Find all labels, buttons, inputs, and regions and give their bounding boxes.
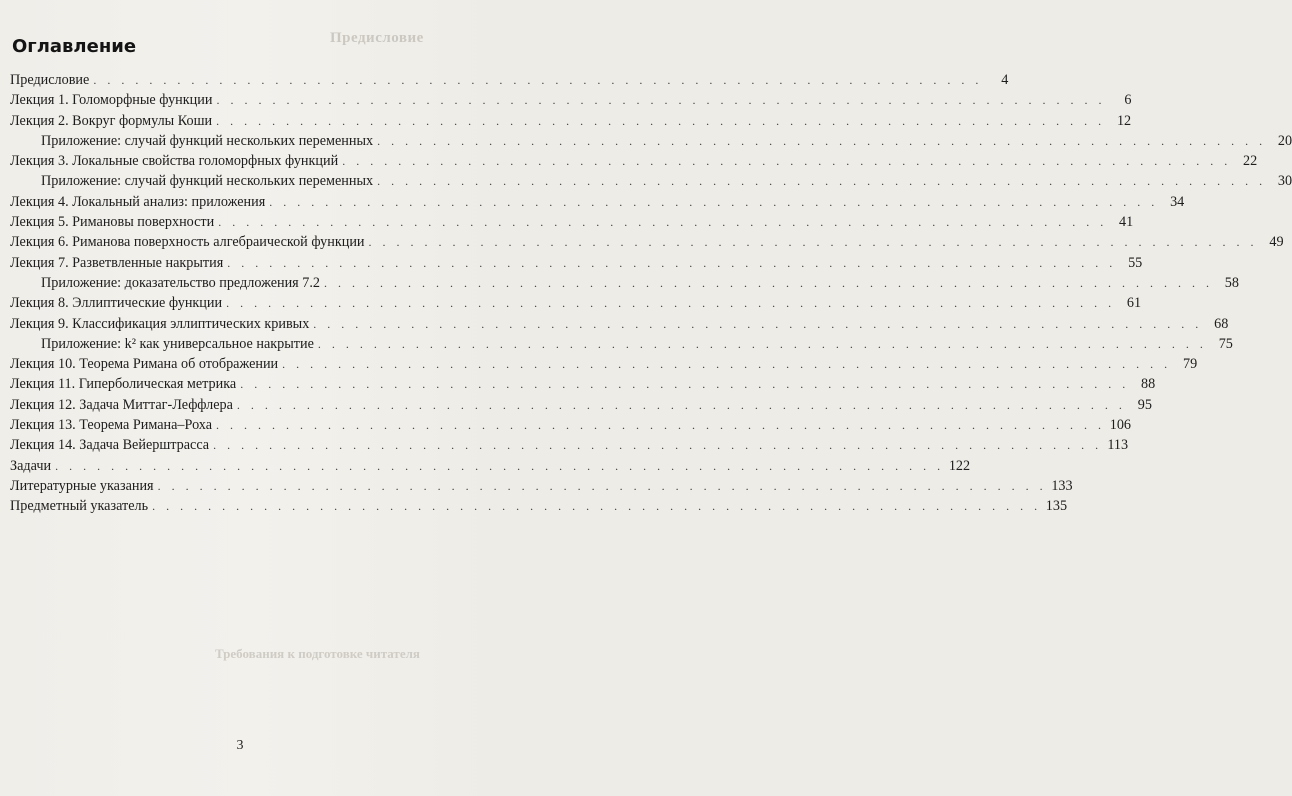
toc-entry[interactable] <box>10 111 1132 131</box>
toc-entry-page: 30 <box>1277 173 1292 190</box>
toc-entry[interactable] <box>10 354 1198 374</box>
toc-entry-title: Лекция 1. Голоморфные функции <box>10 92 213 109</box>
toc-entry-title: Лекция 4. Локальный анализ: приложения <box>10 193 266 210</box>
dot-leader <box>269 192 1158 212</box>
toc-entry-page: 6 <box>1124 92 1132 109</box>
dot-leader <box>213 435 1102 455</box>
dot-leader <box>342 151 1231 171</box>
toc-entry-title: Задачи <box>10 457 52 474</box>
bleed-through-title: Предисловие <box>330 30 424 46</box>
toc-entry-page: 49 <box>1269 234 1284 251</box>
toc-title: Оглавление <box>12 36 137 57</box>
toc-entry-title: Лекция 5. Римановы поверхности <box>10 214 215 231</box>
toc-entry[interactable] <box>10 476 1073 496</box>
toc-entry[interactable] <box>10 192 1185 212</box>
toc-entry[interactable] <box>10 70 1009 90</box>
bleed-through-heading: Требования к подготовке читателя <box>215 646 420 661</box>
toc-entry-title: Лекция 8. Эллиптические функции <box>10 295 223 312</box>
dot-leader <box>377 171 1266 191</box>
toc-entry-page: 135 <box>1045 498 1068 515</box>
dot-leader <box>240 374 1129 394</box>
dot-leader <box>227 253 1116 273</box>
dot-leader <box>377 131 1266 151</box>
dot-leader <box>318 334 1207 354</box>
dot-leader <box>282 354 1171 374</box>
toc-entry-page: 12 <box>1116 112 1132 129</box>
dot-leader <box>158 476 1047 496</box>
toc-entry-page: 113 <box>1107 437 1129 454</box>
dot-leader <box>237 395 1126 415</box>
dot-leader <box>216 415 1105 435</box>
toc-entry[interactable] <box>10 293 1142 313</box>
toc-entry-title: Предисловие <box>10 72 90 88</box>
toc-entry-page: 34 <box>1170 193 1185 210</box>
toc-entry-page: 88 <box>1141 376 1156 393</box>
toc-entry-title: Лекция 9. Классификация эллиптических кривых <box>10 315 310 332</box>
toc-entry-title: Лекция 13. Теорема Римана–Роха <box>10 417 213 434</box>
toc-entry-title: Лекция 6. Риманова поверхность алгебраической функции <box>10 234 365 251</box>
table-of-contents <box>10 70 1292 517</box>
toc-entry-page: 20 <box>1277 132 1292 149</box>
toc-entry-page: 68 <box>1214 315 1229 332</box>
dot-leader <box>152 496 1041 516</box>
toc-entry-title: Приложение: доказательство предложения 7.2 <box>41 274 320 291</box>
dot-leader <box>55 456 944 476</box>
toc-entry-title: Лекция 11. Гиперболическая метрика <box>10 376 237 393</box>
dot-leader <box>324 273 1213 293</box>
page-number: 3 <box>236 738 244 753</box>
toc-entry-title: Приложение: k² как универсальное накрытие <box>41 335 314 352</box>
toc-entry[interactable] <box>10 131 1292 151</box>
toc-entry-title: Литературные указания <box>10 477 154 494</box>
toc-entry-title: Приложение: случай функций нескольких переменных <box>41 173 374 190</box>
toc-entry-page: 22 <box>1243 153 1258 170</box>
toc-entry[interactable] <box>10 253 1143 273</box>
toc-entry-title: Лекция 7. Разветвленные накрытия <box>10 254 224 271</box>
dot-leader <box>226 293 1115 313</box>
toc-entry-page: 133 <box>1051 477 1073 494</box>
toc-entry[interactable] <box>10 171 1292 191</box>
toc-entry-page: 95 <box>1137 396 1152 413</box>
toc-entry-page: 58 <box>1224 274 1239 291</box>
toc-entry-page: 75 <box>1218 335 1233 352</box>
toc-entry[interactable] <box>10 496 1068 516</box>
toc-entry-title: Лекция 2. Вокруг формулы Коши <box>10 112 213 129</box>
toc-entry-page: 61 <box>1126 295 1142 312</box>
toc-entry-page: 55 <box>1128 254 1143 271</box>
toc-entry[interactable] <box>10 90 1132 110</box>
toc-entry[interactable] <box>10 314 1229 334</box>
toc-entry[interactable] <box>10 374 1156 394</box>
dot-leader <box>216 90 1105 110</box>
toc-entry[interactable] <box>10 456 971 476</box>
toc-entry-page: 106 <box>1109 417 1132 434</box>
toc-entry[interactable] <box>10 395 1152 415</box>
toc-entry[interactable] <box>10 273 1239 293</box>
dot-leader <box>369 232 1258 252</box>
toc-entry-title: Приложение: случай функций нескольких переменных <box>41 132 374 149</box>
dot-leader <box>218 212 1107 232</box>
toc-entry-page: 79 <box>1182 356 1198 373</box>
dot-leader <box>313 314 1202 334</box>
toc-entry[interactable] <box>10 232 1284 252</box>
toc-entry[interactable] <box>10 435 1129 455</box>
toc-entry[interactable] <box>10 334 1233 354</box>
toc-entry-page: 41 <box>1119 214 1134 231</box>
dot-leader <box>216 111 1105 131</box>
toc-entry-page: 4 <box>1001 72 1009 88</box>
toc-entry[interactable] <box>10 151 1258 171</box>
toc-entry-title: Лекция 10. Теорема Римана об отображении <box>10 356 279 373</box>
dot-leader <box>93 70 982 90</box>
toc-entry-page: 122 <box>948 457 971 474</box>
toc-entry-title: Лекция 14. Задача Вейерштрасса <box>10 437 210 454</box>
toc-entry-title: Предметный указатель <box>10 498 149 515</box>
toc-entry-title: Лекция 12. Задача Миттаг-Леффлера <box>10 396 233 413</box>
toc-entry[interactable] <box>10 212 1134 232</box>
toc-entry[interactable] <box>10 415 1132 435</box>
toc-entry-title: Лекция 3. Локальные свойства голоморфных функций <box>10 153 339 170</box>
